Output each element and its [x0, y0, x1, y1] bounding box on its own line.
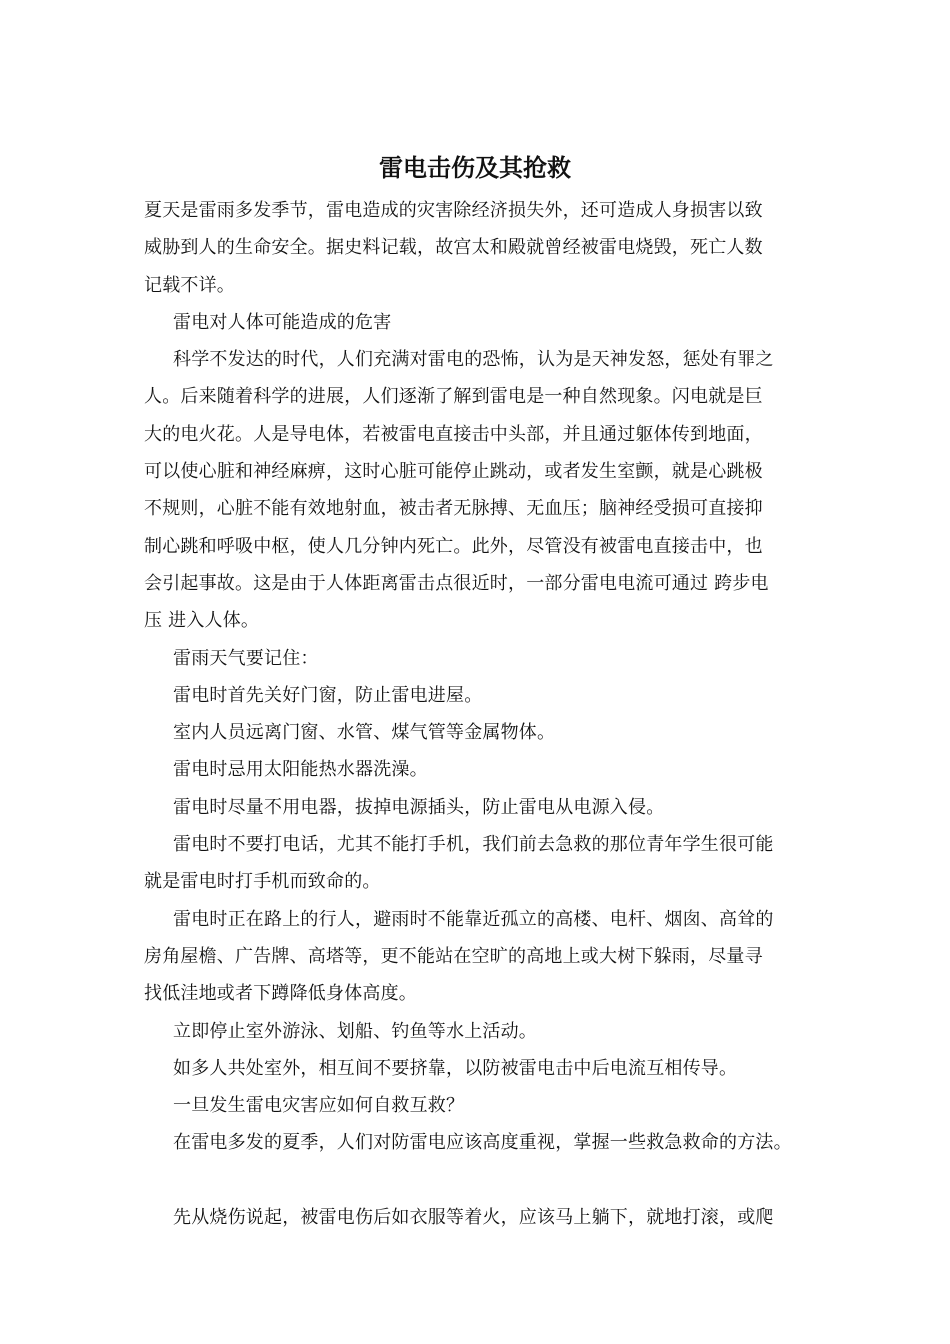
paragraph-line: 压 进入人体。 — [144, 610, 260, 632]
paragraph-line: 夏天是雷雨多发季节，雷电造成的灾害除经济损失外，还可造成人身损害以致 — [144, 200, 763, 221]
paragraph-line: 人。后来随着科学的进展，人们逐渐了解到雷电是一种自然现象。闪电就是巨 — [144, 386, 763, 408]
paragraph-line: 找低洼地或者下蹲降低身体高度。 — [144, 983, 417, 1005]
paragraph-line: 大的电火花。人是导电体，若被雷电直接击中头部，并且通过躯体传到地面， — [144, 423, 763, 445]
paragraph-line: 立即停止室外游泳、划船、钓鱼等水上活动。 — [173, 1020, 537, 1042]
paragraph-line: 不规则，心脏不能有效地射血，被击者无脉搏、无血压；脑神经受损可直接抑 — [144, 498, 763, 520]
paragraph-line: 雷电时不要打电话，尤其不能打手机，我们前去急救的那位青年学生很可能 — [173, 834, 774, 856]
paragraph-line: 室内人员远离门窗、水管、煤气管等金属物体。 — [173, 722, 556, 744]
paragraph-line: 会引起事故。这是由于人体距离雷击点很近时，一部分雷电电流可通过 跨步电 — [144, 572, 769, 594]
document-title: 雷电击伤及其抢救 — [379, 153, 571, 182]
paragraph-line: 房角屋檐、广告牌、高塔等，更不能站在空旷的高地上或大树下躲雨，尽量寻 — [144, 945, 763, 967]
document-body — [144, 192, 824, 1236]
paragraph-line: 先从烧伤说起，被雷电伤后如衣服等着火，应该马上躺下，就地打滚，或爬 — [173, 1207, 774, 1229]
paragraph-line: 科学不发达的时代，人们充满对雷电的恐怖，认为是天神发怒，惩处有罪之 — [173, 349, 774, 371]
paragraph-line: 制心跳和呼吸中枢，使人几分钟内死亡。此外，尽管没有被雷电直接击中，也 — [144, 535, 763, 557]
paragraph-line: 在雷电多发的夏季，人们对防雷电应该高度重视，掌握一些救急救命的方法。 — [173, 1132, 792, 1154]
paragraph-line: 威胁到人的生命安全。据史料记载，故宫太和殿就曾经被雷电烧毁，死亡人数 — [144, 237, 763, 259]
paragraph-line: 雷电对人体可能造成的危害 — [173, 311, 392, 333]
paragraph-line: 雷电时正在路上的行人，避雨时不能靠近孤立的高楼、电杆、烟囱、高耸的 — [173, 908, 774, 930]
paragraph-line: 一旦发生雷电灾害应如何自救互救？ — [173, 1095, 465, 1117]
blank-line — [144, 1162, 824, 1199]
paragraph-line: 如多人共处室外，相互间不要挤靠，以防被雷电击中后电流互相传导。 — [173, 1057, 738, 1079]
paragraph-line: 记载不详。 — [144, 274, 235, 296]
paragraph-line: 雷电时首先关好门窗，防止雷电进屋。 — [173, 684, 483, 706]
paragraph-line: 可以使心脏和神经麻痹，这时心脏可能停止跳动，或者发生室颤，就是心跳极 — [144, 461, 763, 483]
paragraph-line: 雷雨天气要记住： — [173, 647, 319, 669]
paragraph-line: 雷电时尽量不用电器，拔掉电源插头，防止雷电从电源入侵。 — [173, 796, 665, 818]
paragraph-line: 就是雷电时打手机而致命的。 — [144, 871, 381, 893]
paragraph-line: 雷电时忌用太阳能热水器洗澡。 — [173, 759, 428, 781]
